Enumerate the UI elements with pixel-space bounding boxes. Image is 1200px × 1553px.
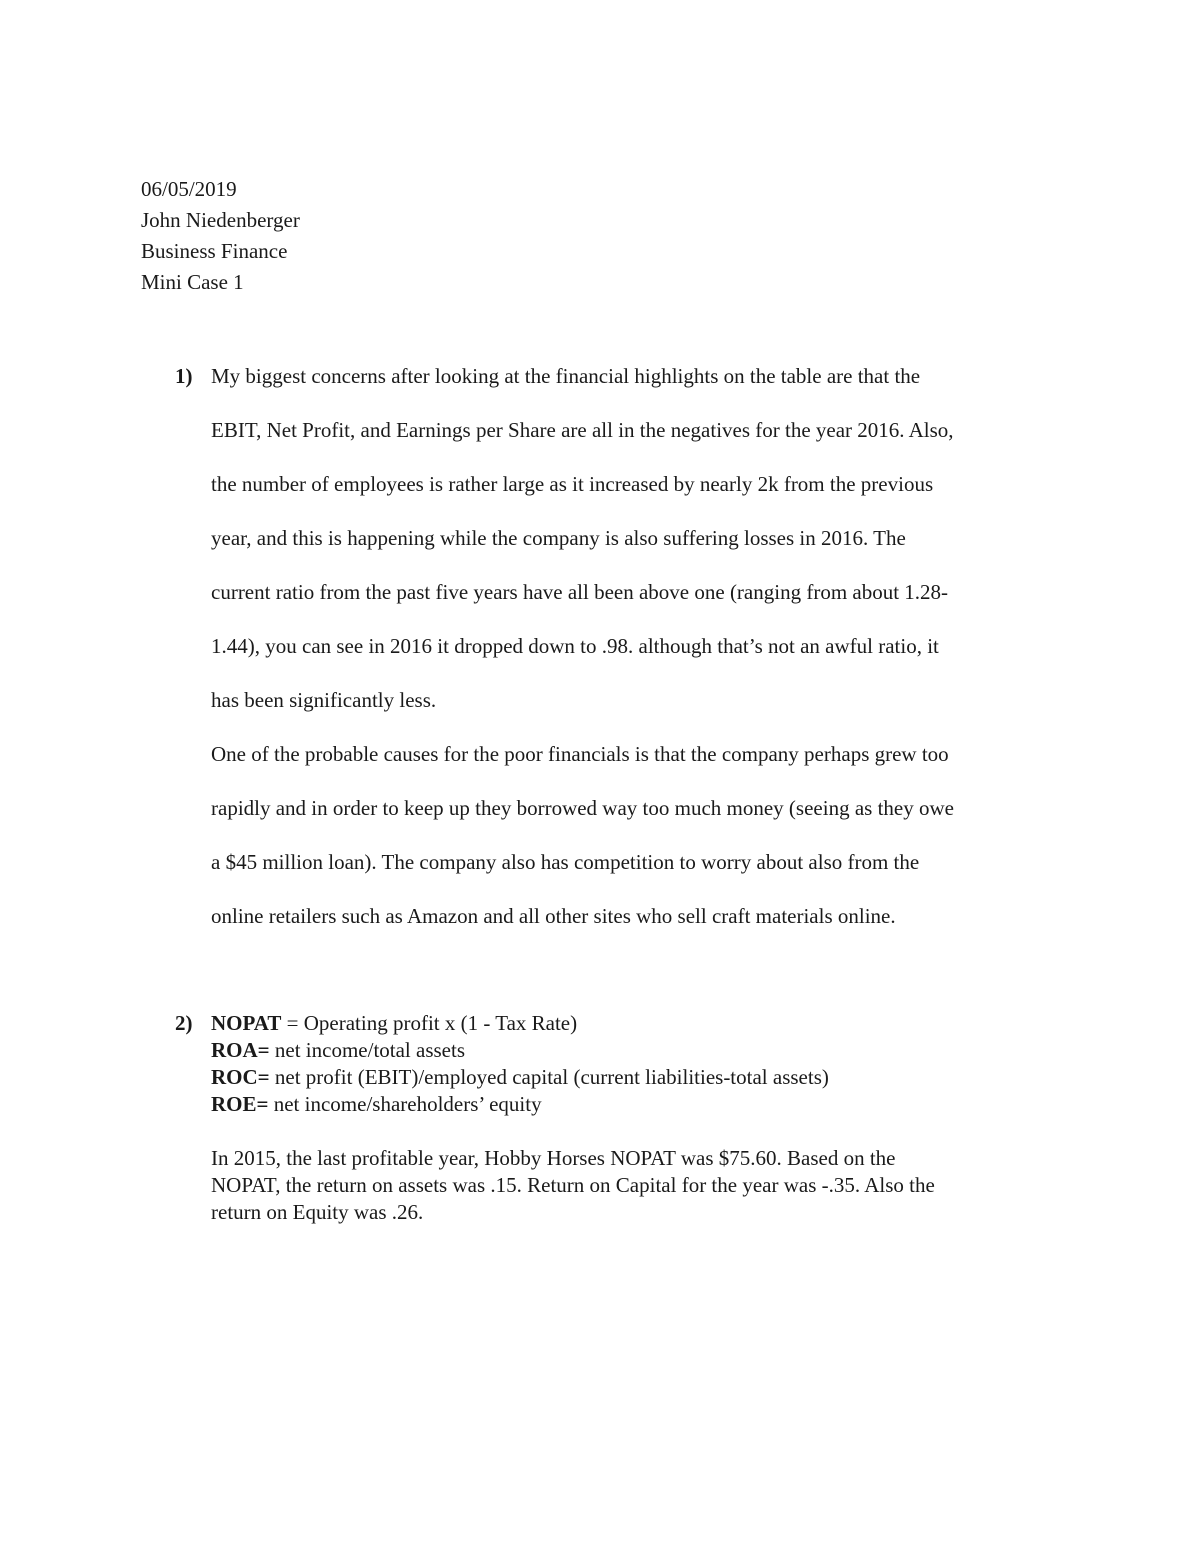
answer-2-body — [211, 1010, 1061, 1226]
formula-definition: net income/total assets — [269, 1038, 466, 1062]
answer-2-summary — [211, 1145, 1061, 1226]
text-line: One of the probable causes for the poor financials is that the company perhaps grew too — [211, 742, 949, 766]
formula-term: ROC= — [211, 1065, 270, 1089]
text-line: current ratio from the past five years have all been above one (ranging from about 1.28- — [211, 580, 949, 604]
formula-definition: = Operating profit x (1 - Tax Rate) — [281, 1011, 578, 1035]
course-name: Business Finance — [141, 239, 288, 263]
date: 06/05/2019 — [141, 177, 237, 201]
formula-list — [211, 1010, 1061, 1118]
answer-1-body — [211, 360, 1061, 954]
text-line: 1.44), you can see in 2016 it dropped down to .98. although that’s not an awful ratio, it — [211, 634, 939, 658]
text-line: rapidly and in order to keep up they borrowed way too much money (seeing as they owe — [211, 796, 954, 820]
formula-definition: net profit (EBIT)/employed capital (current liabilities-total assets) — [269, 1065, 829, 1089]
text-line: a $45 million loan). The company also has competition to worry about also from the — [211, 850, 920, 874]
answer-1-number: 1) — [175, 364, 193, 388]
text-line: NOPAT, the return on assets was .15. Return on Capital for the year was -.35. Also the — [211, 1173, 935, 1197]
answer-2-number: 2) — [175, 1011, 193, 1035]
author-name: John Niedenberger — [141, 208, 300, 232]
formula-nopat — [211, 1010, 1061, 1037]
formula-definition: net income/shareholders’ equity — [268, 1092, 542, 1116]
text-line: return on Equity was .26. — [211, 1200, 424, 1224]
formula-roa — [211, 1037, 1061, 1064]
formula-roc — [211, 1064, 1061, 1091]
text-line: EBIT, Net Profit, and Earnings per Share are all in the negatives for the year 2016. Also, — [211, 418, 954, 442]
text-line: In 2015, the last profitable year, Hobby Horses NOPAT was $75.60. Based on the — [211, 1146, 896, 1170]
text-line: has been significantly less. — [211, 688, 437, 712]
document-header — [141, 174, 300, 298]
formula-roe — [211, 1091, 1061, 1118]
text-line: online retailers such as Amazon and all other sites who sell craft materials online. — [211, 904, 896, 928]
text-line: the number of employees is rather large as it increased by nearly 2k from the previous — [211, 472, 934, 496]
formula-term: ROE= — [211, 1092, 269, 1116]
formula-term: NOPAT — [211, 1011, 282, 1035]
text-line: My biggest concerns after looking at the financial highlights on the table are that the — [211, 364, 921, 388]
assignment-title: Mini Case 1 — [141, 270, 244, 294]
answer-1-paragraph-1 — [211, 349, 1061, 943]
text-line: year, and this is happening while the company is also suffering losses in 2016. The — [211, 526, 906, 550]
formula-term: ROA= — [211, 1038, 270, 1062]
